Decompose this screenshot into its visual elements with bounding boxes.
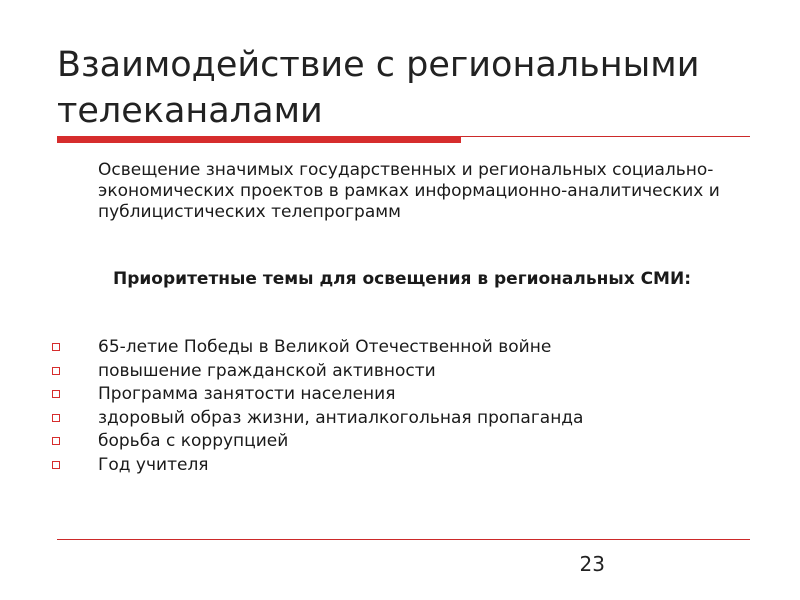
list-item-text: здоровый образ жизни, антиалкогольная пропаганда xyxy=(98,407,584,428)
slide-title: Взаимодействие с региональными телеканалами xyxy=(57,45,700,131)
footer-divider xyxy=(57,539,750,540)
list-item-text: Год учителя xyxy=(98,454,209,475)
list-item xyxy=(52,454,752,478)
subheading: Приоритетные темы для освещения в региональных СМИ: xyxy=(113,269,691,289)
list-item xyxy=(52,336,752,360)
square-outline-icon xyxy=(52,414,60,422)
square-outline-icon xyxy=(52,343,60,351)
list-item-text: Программа занятости населения xyxy=(98,384,396,405)
topics-list xyxy=(52,336,752,478)
list-item xyxy=(52,383,752,407)
list-item xyxy=(52,360,752,384)
title-divider-accent xyxy=(57,136,461,143)
list-item xyxy=(52,430,752,454)
intro-paragraph: Освещение значимых государственных и региональных социально-экономических проектов в рамках информационно-аналитических и публицистических телепрограмм xyxy=(98,160,720,222)
page-number: 23 xyxy=(579,552,605,576)
list-item-text: 65-летие Победы в Великой Отечественной войне xyxy=(98,337,552,357)
square-outline-icon xyxy=(52,390,60,398)
list-item-text: борьба с коррупцией xyxy=(98,431,289,452)
square-outline-icon xyxy=(52,461,60,469)
list-item xyxy=(52,407,752,431)
list-item-text: повышение гражданской активности xyxy=(98,360,436,381)
square-outline-icon xyxy=(52,437,60,445)
square-outline-icon xyxy=(52,367,60,375)
